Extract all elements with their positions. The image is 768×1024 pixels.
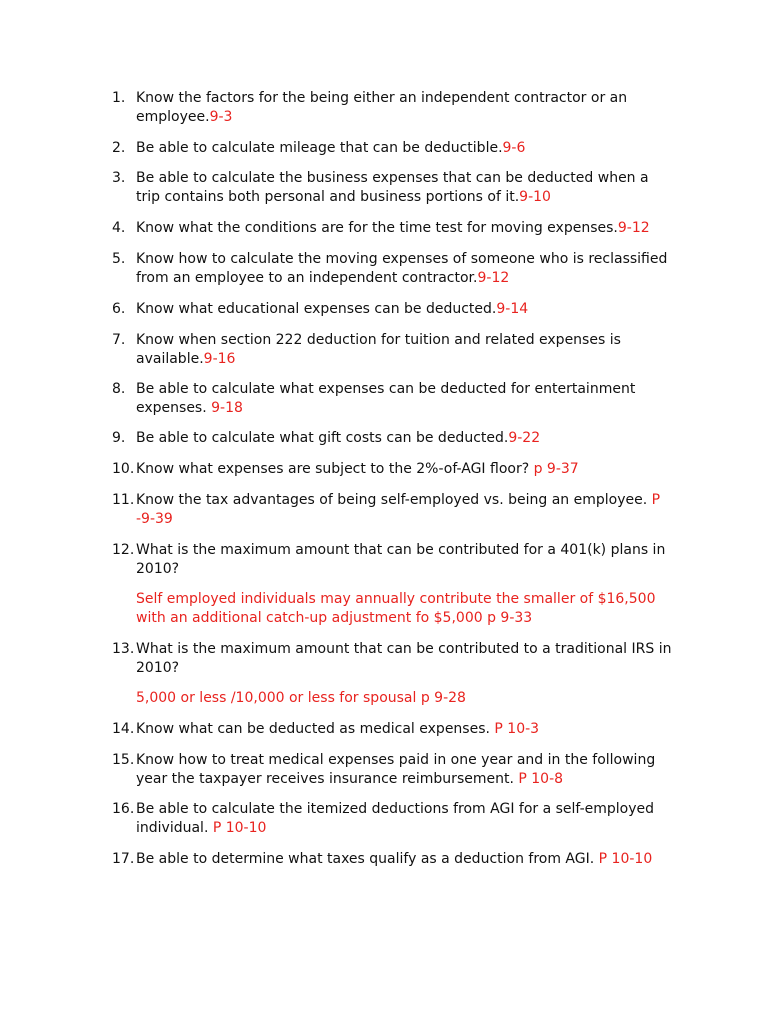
page-reference: p 9-37 (533, 461, 579, 477)
item-text (136, 429, 672, 448)
item-text (136, 850, 672, 869)
page-reference: P 10-8 (518, 771, 564, 787)
page-reference: P 10-10 (598, 851, 653, 867)
item-text (136, 751, 672, 789)
page-reference: 9-14 (496, 301, 529, 317)
item-question: Be able to calculate mileage that can be deductible. (136, 140, 503, 156)
page-reference: 9-6 (502, 140, 526, 156)
item-number: 15. (112, 752, 135, 768)
item-number: 12. (112, 542, 135, 558)
page-reference: 9-22 (508, 430, 541, 446)
item-question: Know what can be deducted as medical expenses. (136, 721, 495, 737)
item-number: 13. (112, 641, 135, 657)
item-number: 16. (112, 801, 135, 817)
item-question: What is the maximum amount that can be contributed for a 401(k) plans in 2010? (136, 542, 666, 577)
list-item (112, 751, 672, 789)
list-item (112, 300, 672, 319)
item-text (136, 169, 672, 207)
item-text (136, 541, 672, 579)
item-question: Know the tax advantages of being self-employed vs. being an employee. (136, 492, 652, 508)
page-reference: P -9-39 (136, 492, 661, 527)
list-item (112, 89, 672, 127)
item-question: Be able to determine what taxes qualify as a deduction from AGI. (136, 851, 599, 867)
item-number: 5. (112, 251, 126, 267)
page-reference: 9-12 (617, 220, 650, 236)
item-text (136, 640, 672, 678)
item-number: 9. (112, 430, 126, 446)
item-text (136, 800, 672, 838)
item-number: 2. (112, 140, 126, 156)
item-number: 6. (112, 301, 126, 317)
item-text (136, 300, 672, 319)
item-question: Know what expenses are subject to the 2%-of-AGI floor? (136, 461, 534, 477)
item-number: 3. (112, 170, 126, 186)
list-item (112, 541, 672, 579)
item-number: 4. (112, 220, 126, 236)
item-question: Know when section 222 deduction for tuition and related expenses is available. (136, 332, 621, 367)
page-reference: 9-12 (477, 270, 510, 286)
list-item (112, 800, 672, 838)
page-reference: 9-18 (211, 400, 243, 416)
list-item (112, 640, 672, 678)
list-item (112, 850, 672, 869)
page-reference: P 10-10 (212, 820, 267, 836)
item-question: Know what the conditions are for the time test for moving expenses. (136, 220, 618, 236)
item-text (136, 250, 672, 288)
list-item (112, 429, 672, 448)
item-question: Know how to calculate the moving expenses of someone who is reclassified from an employee to an independent contractor. (136, 251, 668, 286)
list-item (112, 460, 672, 479)
list-item (112, 139, 672, 158)
item-question: What is the maximum amount that can be contributed to a traditional IRS in 2010? (136, 641, 672, 676)
item-question: Be able to calculate what expenses can be deducted for entertainment expenses. (136, 381, 636, 416)
list-item (112, 331, 672, 369)
item-number: 14. (112, 721, 135, 737)
item-number: 10. (112, 461, 135, 477)
item-question: Know what educational expenses can be deducted. (136, 301, 497, 317)
list-item (112, 720, 672, 739)
item-number: 7. (112, 332, 126, 348)
list-item (112, 380, 672, 418)
list-item (112, 169, 672, 207)
item-number: 1. (112, 90, 126, 106)
page-reference: 9-3 (209, 109, 233, 125)
item-number: 11. (112, 492, 135, 508)
item-question: Be able to calculate what gift costs can be deducted. (136, 430, 509, 446)
item-text (136, 139, 672, 158)
item-text (136, 331, 672, 369)
list-item (112, 491, 672, 529)
item-text (136, 491, 672, 529)
item-text (136, 720, 672, 739)
item-question: Be able to calculate the itemized deductions from AGI for a self-employed individual. (136, 801, 655, 836)
item-text (136, 219, 672, 238)
item-question: Be able to calculate the business expenses that can be deducted when a trip contains both personal and business portions of it. (136, 170, 649, 205)
item-text (136, 380, 672, 418)
page-reference: 9-10 (519, 189, 551, 205)
answer-text: 5,000 or less /10,000 or less for spousal p 9-28 (136, 690, 466, 706)
item-text (136, 89, 672, 127)
item-question: Know the factors for the being either an independent contractor or an employee. (136, 90, 628, 125)
item-text (136, 460, 672, 479)
item-number: 17. (112, 851, 135, 867)
list-item (112, 219, 672, 238)
page-reference: 9-16 (203, 351, 236, 367)
item-number: 8. (112, 381, 126, 397)
answer-text: Self employed individuals may annually contribute the smaller of $16,500 with an additional catch-up adjustment fo $5,000 p 9-33 (136, 591, 656, 626)
list-item (112, 250, 672, 288)
page-reference: P 10-3 (494, 721, 540, 737)
item-question: Know how to treat medical expenses paid in one year and in the following year the taxpayer receives insurance reimbursement. (136, 752, 656, 787)
